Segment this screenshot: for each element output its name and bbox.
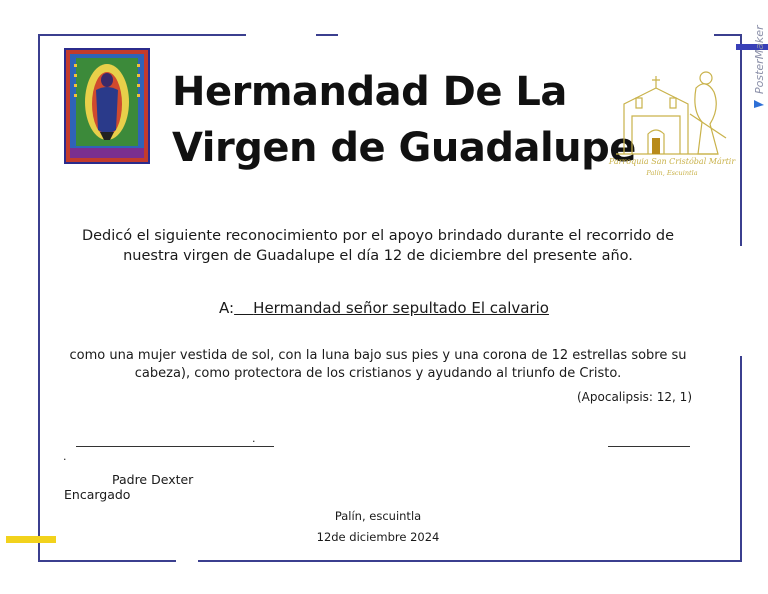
scripture-citation: (Apocalipsis: 12, 1) [577, 390, 692, 404]
parish-logo [606, 58, 738, 180]
signer-name: Padre Dexter [112, 472, 194, 487]
logo-caption-line-2: Palín, Escuintla [646, 169, 698, 177]
intro-paragraph: Dedicó el siguiente reconocimiento por el apoyo brindado durante el recorrido de nuestra virgen de Guadalupe el día 12 de diciembre del presente año. [81, 228, 675, 264]
frame-right-upper [740, 34, 742, 246]
play-icon [754, 100, 764, 108]
recipient-name [234, 299, 549, 317]
title-line-1: Hermandad De La [172, 69, 567, 115]
frame-bottom-left [38, 560, 176, 562]
guadalupe-emblem-logo [64, 48, 150, 164]
signature-mark-left: . [63, 450, 67, 463]
recipient-prefix: A: [219, 299, 235, 317]
frame-top-mid [316, 34, 338, 36]
signature-line-right [608, 446, 690, 447]
signature-mark-mid: . [252, 432, 256, 445]
place-text: Palín, escuintla [334, 509, 422, 523]
guadalupe-emblem-image [66, 50, 148, 162]
frame-top-left [38, 34, 246, 36]
watermark-text: PosterMaker [753, 25, 766, 94]
postermaker-watermark [750, 4, 768, 108]
church-saint-illustration [606, 58, 738, 180]
title-line-2: Virgen de Guadalupe [172, 125, 636, 171]
date-text: 12de diciembre 2024 [316, 530, 440, 544]
scripture-quote: como una mujer vestida de sol, con la luna bajo sus pies y una corona de 12 estrellas sobre su cabeza), como protectora de los cristianos y ayudando al triunfo de Cristo. [69, 348, 687, 381]
signer-role: Encargado [64, 487, 131, 502]
frame-bottom-right [198, 560, 742, 562]
logo-caption-line-1: Parroquia San Cristóbal Mártir [608, 157, 736, 166]
certificate-title [172, 64, 636, 176]
frame-left [38, 34, 40, 562]
signature-line-left [76, 446, 274, 447]
parish-logo-caption [608, 157, 737, 177]
recipient-name-text: Hermandad señor sepultado El calvario [253, 299, 549, 317]
recipient-line [0, 299, 768, 317]
frame-top-right [714, 34, 742, 36]
